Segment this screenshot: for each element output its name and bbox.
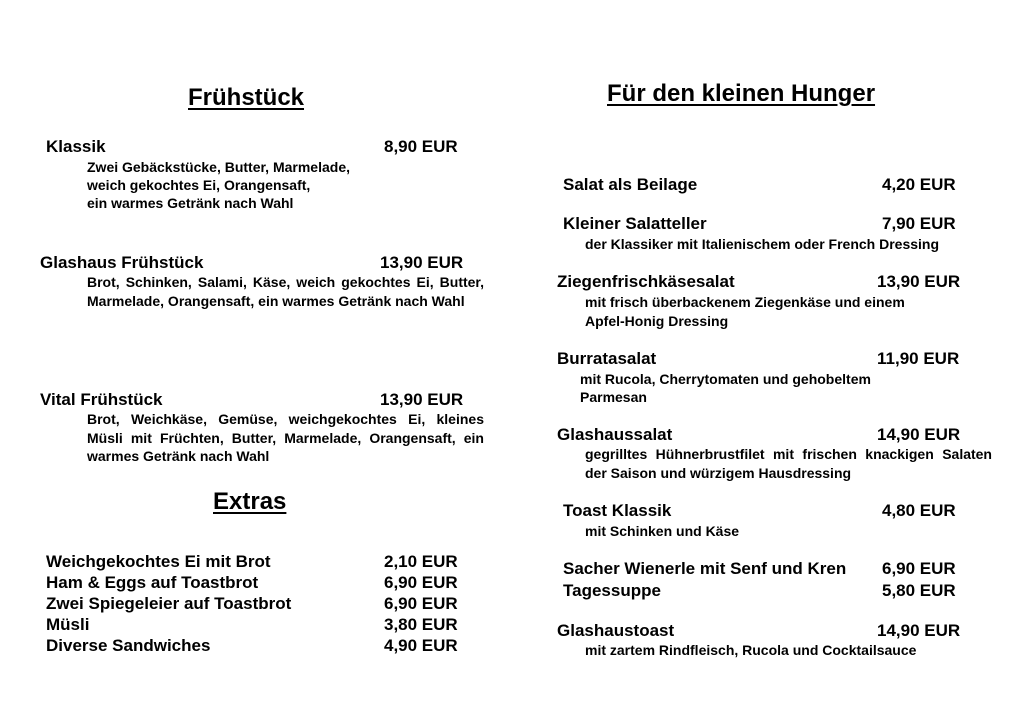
- menu-item-price: 8,90 EUR: [384, 137, 458, 156]
- menu-item-price: 13,90 EUR: [877, 272, 961, 291]
- menu-item-price: 14,90 EUR: [877, 621, 961, 640]
- extras-item-name: Ham & Eggs auf Toastbrot: [46, 573, 259, 592]
- menu-item-price: 6,90 EUR: [882, 559, 956, 578]
- extras-item-name: Müsli: [46, 615, 90, 634]
- menu-item-description: mit Rucola, Cherrytomaten und gehobeltem: [580, 371, 871, 387]
- menu-item-name: Vital Frühstück: [40, 390, 163, 409]
- menu-item-description: mit zartem Rindfleisch, Rucola und Cocktailsauce: [585, 642, 917, 658]
- extras-item-price: 6,90 EUR: [384, 573, 458, 592]
- menu-item-description: gegrilltes Hühnerbrustfilet mit frischen knackigen Salaten der Saison und würzigem Hausdressing: [585, 446, 992, 481]
- menu-item-description: der Klassiker mit Italienischem oder French Dressing: [585, 236, 940, 252]
- menu-item-name: Tagessuppe: [563, 581, 661, 600]
- menu-item-name: Ziegenfrischkäsesalat: [557, 272, 735, 291]
- menu-item-price: 14,90 EUR: [877, 425, 961, 444]
- menu-item-price: 4,80 EUR: [882, 501, 956, 520]
- menu-item-name: Glashaussalat: [557, 425, 673, 444]
- menu-item-description: Zwei Gebäckstücke, Butter, Marmelade,: [87, 159, 350, 175]
- menu-item-name: Burratasalat: [557, 349, 657, 368]
- extras-heading: Extras: [213, 488, 287, 515]
- menu-item-price: 13,90 EUR: [380, 253, 464, 272]
- extras-item-name: Weichgekochtes Ei mit Brot: [46, 552, 271, 571]
- menu-item-description: Apfel-Honig Dressing: [585, 313, 729, 329]
- extras-item-name: Diverse Sandwiches: [46, 636, 211, 655]
- menu-item-price: 13,90 EUR: [380, 390, 464, 409]
- menu-item-description: ein warmes Getränk nach Wahl: [87, 195, 294, 211]
- menu-item-description: Parmesan: [580, 389, 647, 405]
- menu-item-name: Toast Klassik: [563, 501, 672, 520]
- breakfast-heading: Frühstück: [188, 84, 305, 111]
- menu-item-name: Salat als Beilage: [563, 175, 698, 194]
- snacks-heading: Für den kleinen Hunger: [607, 80, 876, 107]
- menu-item-name: Kleiner Salatteller: [563, 214, 707, 233]
- menu-item-description: Brot, Schinken, Salami, Käse, weich gekochtes Ei, Butter, Marmelade, Orangensaft, ein warmes Getränk nach Wahl: [87, 274, 484, 309]
- extras-item-price: 3,80 EUR: [384, 615, 458, 634]
- menu-item-name: Klassik: [46, 137, 106, 156]
- menu-item-price: 4,20 EUR: [882, 175, 956, 194]
- menu-item-price: 5,80 EUR: [882, 581, 956, 600]
- extras-item-name: Zwei Spiegeleier auf Toastbrot: [46, 594, 292, 613]
- extras-item-price: 6,90 EUR: [384, 594, 458, 613]
- menu-item-description: weich gekochtes Ei, Orangensaft,: [87, 177, 311, 193]
- menu-item-description: mit Schinken und Käse: [585, 523, 740, 539]
- menu-item-name: Glashaus Frühstück: [40, 253, 204, 272]
- menu-item-description: Brot, Weichkäse, Gemüse, weichgekochtes Ei, kleines Müsli mit Früchten, Butter, Marmelade, Orangensaft, ein warmes Getränk nach Wahl: [87, 411, 484, 464]
- menu-item-name: Glashaustoast: [557, 621, 675, 640]
- extras-item-price: 4,90 EUR: [384, 636, 458, 655]
- menu-item-name: Sacher Wienerle mit Senf und Kren: [563, 559, 847, 578]
- menu-item-price: 11,90 EUR: [877, 349, 960, 368]
- menu-item-price: 7,90 EUR: [882, 214, 956, 233]
- extras-item-price: 2,10 EUR: [384, 552, 458, 571]
- menu-item-description: mit frisch überbackenem Ziegenkäse und einem: [585, 294, 905, 310]
